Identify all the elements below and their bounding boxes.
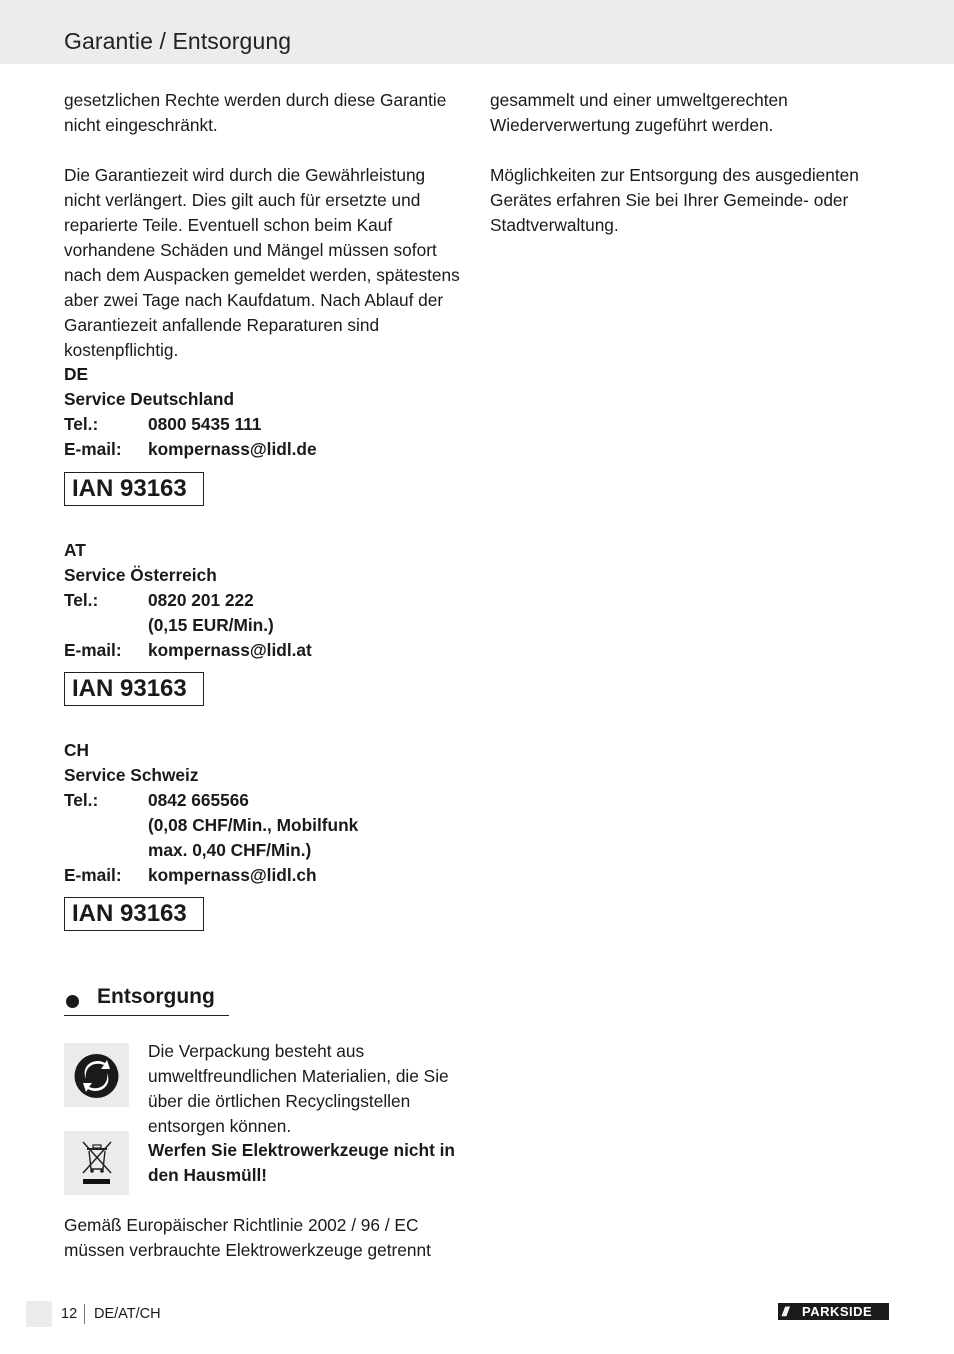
email-de: kompernass@lidl.de — [148, 439, 317, 459]
page-title: Garantie / Entsorgung — [64, 28, 292, 54]
packaging-text: Die Verpackung besteht aus umweltfreundlichen Materialien, die Sie über die örtlichen Recyclingstellen entsorgen können. — [148, 1041, 449, 1136]
brand-stripes: /// — [782, 1304, 787, 1319]
left-column — [64, 88, 464, 363]
recycling-paragraph-2: Möglichkeiten zur Entsorgung des ausgedienten Gerätes erfahren Sie bei Ihrer Gemeinde- oder Stadtverwaltung. — [490, 165, 859, 235]
email-ch: kompernass@lidl.ch — [148, 865, 317, 885]
tel-note-at: (0,15 EUR/Min.) — [148, 615, 274, 635]
service-de — [64, 362, 464, 462]
country-code-de: DE — [64, 364, 89, 384]
email-at: kompernass@lidl.at — [148, 640, 312, 660]
ian-box-ch: IAN 93163 — [64, 897, 204, 931]
service-name-de: Service Deutschland — [64, 389, 235, 409]
email-label: E-mail: — [64, 865, 122, 885]
right-column — [490, 88, 890, 238]
guarantee-paragraph-2: Die Garantiezeit wird durch die Gewährleistung nicht verlängert. Dies gilt auch für ersetzte und reparierte Teile. Eventuell schon beim Kauf vorhandene Schäden und Mängel müssen sofort nach dem Auspacken gemeldet werden, spätestens aber zwei Tage nach Kaufdatum. Nach Ablauf der Garantiezeit anfallende Reparaturen sind kostenpflichtig. — [64, 165, 460, 360]
bullet-icon — [66, 995, 79, 1008]
guarantee-paragraph-1: gesetzlichen Rechte werden durch diese Garantie nicht eingeschränkt. — [64, 90, 447, 135]
green-dot-recycling-icon — [64, 1043, 129, 1107]
tel-label: Tel.: — [64, 590, 99, 610]
crossed-out-bin-icon — [64, 1131, 129, 1195]
country-code-ch: CH — [64, 740, 89, 760]
disposal-heading: Entsorgung — [64, 985, 229, 1016]
brand-name: PARKSIDE — [802, 1304, 873, 1319]
parkside-logo — [778, 1303, 889, 1320]
tel-note-ch-2: max. 0,40 CHF/Min.) — [148, 840, 312, 860]
service-ch — [64, 738, 464, 888]
tel-label: Tel.: — [64, 790, 99, 810]
tel-label: Tel.: — [64, 414, 99, 434]
email-label: E-mail: — [64, 439, 122, 459]
tel-de: 0800 5435 111 — [148, 414, 262, 434]
service-name-ch: Service Schweiz — [64, 765, 199, 785]
directive-paragraph: Gemäß Europäischer Richtlinie 2002 / 96 / EC müssen verbrauchte Elektrowerkzeuge getrennt — [64, 1215, 431, 1260]
warning-text: Werfen Sie Elektrowerkzeuge nicht in den Hausmüll! — [148, 1140, 455, 1185]
page-number: 12 — [61, 1306, 78, 1322]
footer-marker — [26, 1301, 52, 1327]
country-code-at: AT — [64, 540, 86, 560]
recycling-paragraph-1: gesammelt und einer umweltgerechten Wiederverwertung zugeführt werden. — [490, 90, 788, 135]
service-at — [64, 538, 464, 663]
email-label: E-mail: — [64, 640, 122, 660]
language-codes: DE/AT/CH — [94, 1306, 161, 1322]
footer-divider — [84, 1304, 85, 1324]
service-name-at: Service Österreich — [64, 565, 217, 585]
ian-box-at: IAN 93163 — [64, 672, 204, 706]
tel-note-ch-1: (0,08 CHF/Min., Mobilfunk — [148, 815, 359, 835]
ian-box-de: IAN 93163 — [64, 472, 204, 506]
tel-ch: 0842 665566 — [148, 790, 249, 810]
tel-at: 0820 201 222 — [148, 590, 254, 610]
